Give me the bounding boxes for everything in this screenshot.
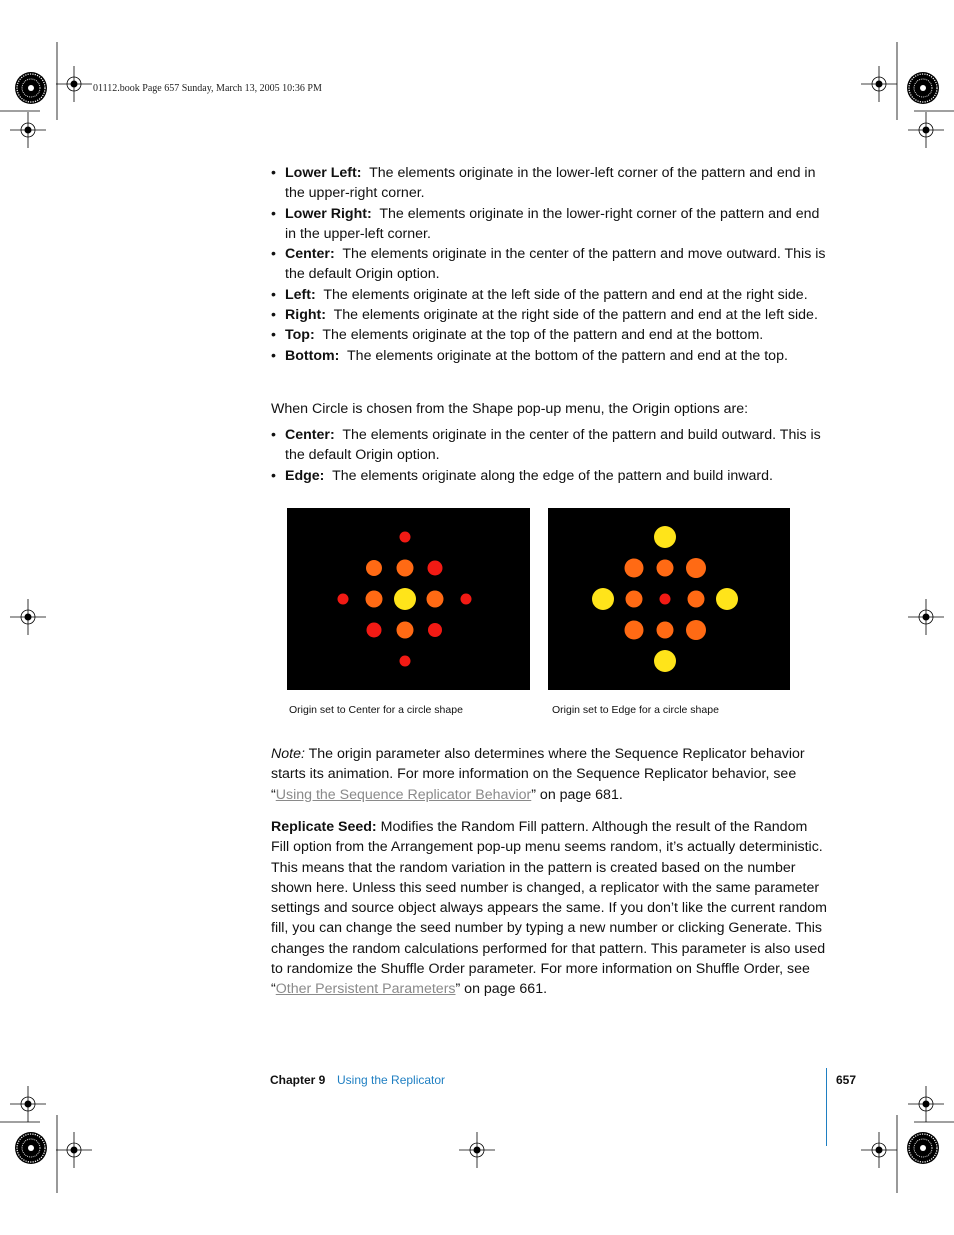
note-label: Note: [271, 746, 305, 762]
list-item-term: Center: [285, 427, 335, 443]
replicator-element-dot [688, 591, 705, 608]
list-item-term: Center: [285, 246, 335, 263]
list-item [271, 325, 831, 345]
replicator-element-dot [366, 560, 382, 576]
replicator-element-dot [461, 594, 472, 605]
list-item [271, 163, 831, 204]
note-text-before: The origin parameter also determines where the Sequence Replicator behavior starts its animation. For more information on the Sequence Replicator behavior, see “ [271, 746, 805, 803]
replicator-element-dot [338, 594, 349, 605]
replicator-element-dot [686, 620, 706, 640]
list-item-text: The elements originate at the bottom of the pattern and end at the top. [347, 347, 788, 364]
circle-origin-list [271, 425, 831, 486]
list-item [271, 425, 831, 466]
replicator-element-dot [654, 526, 676, 548]
replicator-element-dot [716, 588, 738, 610]
list-item-text: The elements originate in the center of the pattern and move outward. This is the default Origin option. [285, 246, 826, 283]
replicator-element-dot [428, 623, 442, 637]
list-item [271, 466, 831, 486]
list-item-term: Top: [285, 327, 315, 344]
replicator-element-dot [397, 560, 414, 577]
replicator-element-dot [657, 622, 674, 639]
replicator-element-dot [657, 560, 674, 577]
list-item [271, 305, 831, 325]
list-item-term: Right: [285, 307, 326, 324]
replicator-element-dot [394, 588, 416, 610]
persistent-parameters-link[interactable]: Other Persistent Parameters [275, 981, 456, 998]
list-item-term: Bottom: [285, 347, 340, 364]
replicator-element-dot [625, 621, 644, 640]
seed-text-after: ” on page 661. [455, 981, 548, 998]
list-item-text: The elements originate in the lower-right corner of the pattern and end in the upper-left corner. [285, 205, 820, 242]
note-text-after: ” on page 681. [531, 786, 623, 803]
sequence-replicator-link[interactable]: Using the Sequence Replicator Behavior [275, 786, 532, 803]
page-number: 657 [836, 1073, 857, 1087]
replicator-element-dot [428, 561, 443, 576]
print-slug: 01112.book Page 657 Sunday, March 13, 2005 10:36 PM [93, 83, 322, 94]
replicator-element-dot [400, 656, 411, 667]
footer-rule [826, 1068, 827, 1146]
replicator-element-dot [592, 588, 614, 610]
list-item-text: The elements originate in the center of the pattern and build outward. This is the default Origin option. [285, 427, 821, 464]
list-item [271, 204, 831, 245]
list-item-text: The elements originate along the edge of the pattern and build inward. [332, 467, 773, 484]
list-item-term: Lower Left: [285, 165, 362, 181]
list-item-text: The elements originate at the left side of the pattern and end at the right side. [323, 286, 808, 303]
replicator-element-dot [397, 622, 414, 639]
replicate-seed-term: Replicate Seed: [271, 819, 377, 835]
list-item-term: Lower Right: [285, 205, 372, 222]
figure-caption-edge: Origin set to Edge for a circle shape [552, 704, 719, 716]
replicator-element-dot [654, 650, 676, 672]
replicator-element-dot [367, 623, 382, 638]
list-item-term: Edge: [285, 467, 325, 484]
figure-caption-center: Origin set to Center for a circle shape [289, 704, 463, 716]
figure-center-origin [287, 508, 530, 690]
replicator-element-dot [625, 559, 644, 578]
footer-chapter: Chapter 9 [270, 1073, 326, 1087]
replicator-element-dot [400, 532, 411, 543]
list-item-text: The elements originate at the right side of the pattern and end at the left side. [333, 307, 818, 324]
seed-text-before: Modifies the Random Fill pattern. Although the result of the Random Fill option from the Arrangement pop-up menu seems random, it’s actually deterministic. This means that the random variation in the pattern is created based on the number shown here. Unless this seed number is changed, a replicator with the same parameter settings and source object always appears the same. If you don’t like the current random fill, you can change the seed number by typing a new number or clicking Generate. This changes the random calculations performed for that pattern. This parameter is also used to randomize the Shuffle Order parameter. For more information on Shuffle Order, see “ [271, 819, 827, 998]
circle-intro: When Circle is chosen from the Shape pop-up menu, the Origin options are: [271, 401, 749, 417]
list-item [271, 285, 831, 305]
list-item [271, 346, 831, 366]
list-item-term: Left: [285, 286, 316, 303]
list-item [271, 244, 831, 285]
replicator-element-dot [660, 594, 671, 605]
square-origin-list [271, 163, 831, 366]
replicator-element-dot [686, 558, 706, 578]
figure-edge-origin [548, 508, 790, 690]
footer-chapter-title[interactable]: Using the Replicator [337, 1073, 446, 1087]
note-paragraph [271, 744, 827, 805]
replicator-element-dot [626, 591, 643, 608]
replicator-element-dot [366, 591, 383, 608]
replicate-seed-paragraph [271, 817, 827, 1000]
list-item-text: The elements originate at the top of the pattern and end at the bottom. [322, 327, 764, 344]
replicator-element-dot [427, 591, 444, 608]
list-item-text: The elements originate in the lower-left corner of the pattern and end in the upper-right corner. [285, 165, 816, 202]
